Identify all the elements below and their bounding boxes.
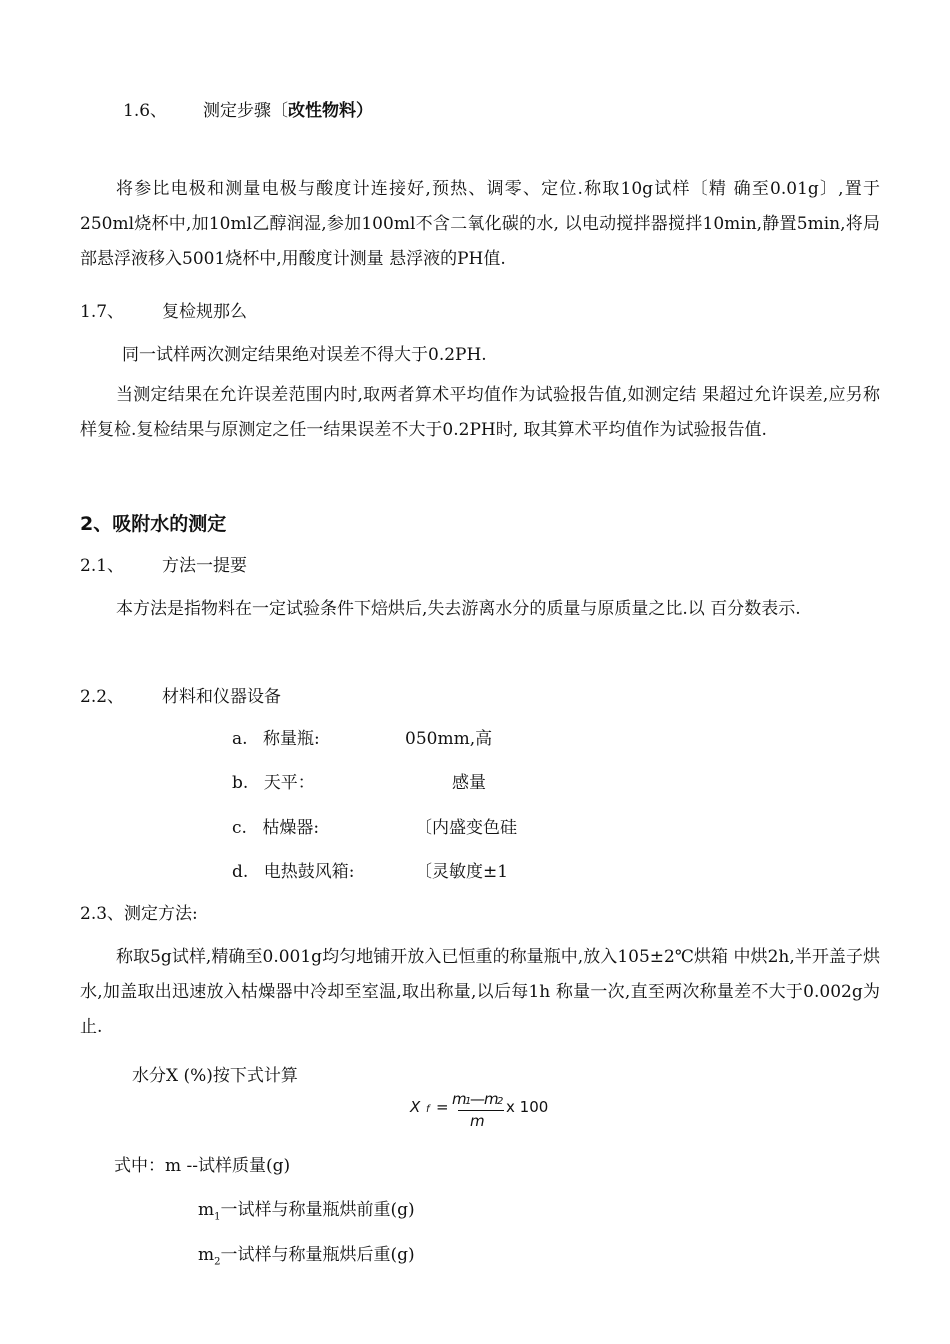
section-1-7-heading <box>80 300 247 324</box>
section-2-1-body: 本方法是指物料在一定试验条件下焙烘后,失去游离水分的质量与原质量之比.以 百分数表示. <box>116 599 801 619</box>
equipment-item-letter: b. <box>232 773 249 793</box>
m1-symbol-sub: 1 <box>214 1211 221 1223</box>
m2-description: 一试样与称量瓶烘后重(g) <box>220 1245 415 1265</box>
equipment-item-b-spec: 感量 <box>452 773 486 793</box>
equipment-item-letter: c. <box>232 818 247 838</box>
section-1-6-heading <box>123 99 373 123</box>
section-2-2-title: 材料和仪器设备 <box>162 687 282 707</box>
formula-equals: = <box>436 1098 449 1116</box>
section-2-2-number: 2.2、 <box>80 687 125 707</box>
m1-symbol: m <box>198 1200 215 1220</box>
formula-num-m2: m <box>484 1090 499 1108</box>
section-2-1-title: 方法一提要 <box>162 556 248 576</box>
section-1-7-para1: 同一试样两次测定结果绝对误差不得大于0.2PH. <box>122 345 487 365</box>
section-1-6-title: 测定步骤〔 <box>203 101 289 121</box>
equipment-item-name: 电热鼓风箱: <box>263 862 355 882</box>
equipment-item-c <box>232 816 319 840</box>
section-2-3-heading: 2.3、测定方法: <box>80 904 198 924</box>
section-2-2-heading <box>80 685 281 709</box>
section-1-7-para2: 当测定结果在允许误差范围内时,取两者算术平均值作为试验报告值,如测定结 果超过允许误差,应另称样复检.复检结果与原测定之任一结果误差不大于0.2PH时, 取其算术平均值作为试验报告值. <box>80 385 880 440</box>
formula-minus: — <box>470 1090 485 1108</box>
equipment-item-letter: a. <box>232 729 248 749</box>
section-1-7-number: 1.7、 <box>80 302 125 322</box>
formula-denominator: m <box>470 1112 485 1130</box>
calc-intro: 水分X (%)按下式计算 <box>132 1066 298 1086</box>
equipment-item-d-spec: 〔灵敏度±1 <box>415 862 509 882</box>
m2-symbol-sub: 2 <box>214 1256 221 1268</box>
section-2-heading: 2、吸附水的测定 <box>80 513 227 535</box>
section-1-6-title-bold: 改性物料） <box>288 101 374 121</box>
m1-description: 一试样与称量瓶烘前重(g) <box>220 1200 415 1220</box>
formula-lhs: X <box>410 1098 421 1116</box>
formula-lhs-sub: f <box>426 1104 430 1115</box>
section-1-6-body: 将参比电极和测量电极与酸度计连接好,预热、调零、定位.称取10g试样〔精 确至0.01g〕,置于250ml烧杯中,加10ml乙醇润湿,参加100ml不含二氧化碳的水, 以电动搅拌器搅拌10min,静置5min,将局部悬浮液移入5001烧杯中,用酸度计测量 悬浮液的PH值. <box>80 179 880 269</box>
moisture-formula <box>410 1088 570 1136</box>
equipment-item-name: 天平： <box>263 773 315 793</box>
section-1-6-number: 1.6、 <box>123 101 168 121</box>
equipment-item-a-spec: 050mm,高 <box>405 729 493 749</box>
m2-symbol: m <box>198 1245 215 1265</box>
equipment-item-b <box>232 771 315 795</box>
section-2-1-number: 2.1、 <box>80 556 125 576</box>
formula-times: x 100 <box>506 1098 549 1116</box>
formula-m2-def <box>198 1243 415 1274</box>
formula-num-m1: m <box>452 1090 467 1108</box>
equipment-item-name: 枯燥器: <box>262 818 320 838</box>
equipment-item-c-spec: 〔内盛变色硅 <box>415 818 517 838</box>
formula-num-m2-sub: 2 <box>497 1096 504 1107</box>
formula-fraction-bar <box>458 1110 504 1111</box>
formula-num-m1-sub: 1 <box>465 1096 472 1107</box>
equipment-item-name: 称量瓶: <box>262 729 320 749</box>
formula-where: 式中：m --试样质量(g) <box>114 1156 291 1176</box>
section-2-1-heading <box>80 554 247 578</box>
equipment-item-letter: d. <box>232 862 249 882</box>
formula-m1-def <box>198 1198 415 1229</box>
equipment-item-a <box>232 727 320 751</box>
section-2-3-body: 称取5g试样,精确至0.001g均匀地铺开放入已恒重的称量瓶中,放入105±2℃烘箱 中烘2h,半开盖子烘水,加盖取出迅速放入枯燥器中冷却至室温,取出称量,以后每1h 称量一次,直至两次称量差不大于0.002g为止. <box>80 947 880 1037</box>
section-1-7-title: 复检规那么 <box>162 302 248 322</box>
equipment-item-d <box>232 860 354 884</box>
